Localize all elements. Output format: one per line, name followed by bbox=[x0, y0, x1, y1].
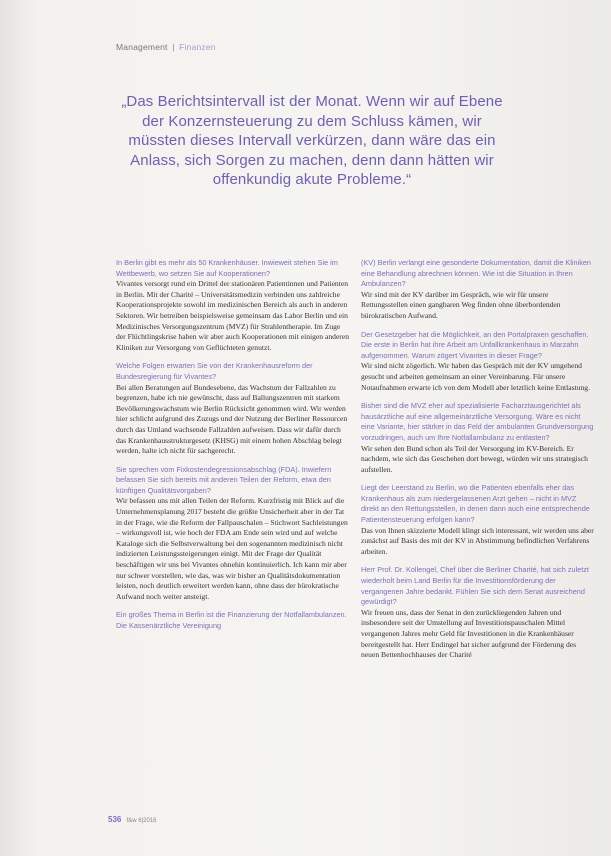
interview-answer: Das von Ihnen skizzierte Modell klingt sich interessant, wir werden uns aber zunächst auf Basis des mit der KV in Abstimmung befindlichen Verfahrens arbeiten. bbox=[361, 525, 594, 556]
interview-block bbox=[361, 330, 594, 394]
subsection-label: Finanzen bbox=[179, 42, 216, 52]
article-column-left bbox=[116, 258, 349, 640]
interview-block bbox=[361, 483, 594, 557]
interview-answer: Wir befassen uns mit allen Teilen der Reform. Kurzfristig mit Blick auf die Unternehmensplanung 2017 besteht die größte Unsicherheit aber in der Tat in der Frage, wie die Reform der Fallpauschalen – Stichwort Sachleistungen – wirkungsvoll ist, wie hoch der FDA am Ende sein wird und auf welche Kataloge sich die Selbstverwaltung bei den sogenannten medizinisch nicht indizierten Leistungssteigerungen einigt. Mit der Frage der Qualität beschäftigen wir uns bei Vivantes ohnehin kontinuierlich. Ich kann mir aber nur schwer vorstellen, wie das, was wir bisher an Qualitätsdokumentation leisten, noch deutlich erweitert werden kann, ohne dass der bürokratische Aufwand noch weiter ansteigt. bbox=[116, 496, 348, 601]
interview-block bbox=[116, 361, 349, 456]
interview-block bbox=[361, 401, 594, 475]
interview-answer: Wir sind mit der KV darüber im Gespräch, wie wir für unsere Rettungsstellen einen gangbaren Weg finden ohne überbordenden bürokratischen Aufwand. bbox=[361, 289, 561, 320]
section-header bbox=[116, 42, 216, 52]
interview-answer: Wir freuen uns, dass der Senat in den zurückliegenden Jahren und insbesondere seit der Umstellung auf Investitionspauschalen Mittel vergangenen Jahres mehr Geld für Investitionen in die Krankenhäuser bereitgestellt hat. Herr Endingel hat sicher aufgrund der Förderung des neuen Bettenhochhauses der Charité bbox=[361, 607, 577, 660]
interview-question: In Berlin gibt es mehr als 50 Krankenhäuser. Inwieweit stehen Sie im Wettbewerb, wo setzen Sie auf Kooperationen? bbox=[116, 258, 338, 278]
interview-answer: Wir sehen den Bund schon als Teil der Versorgung im KV-Bereich. Er nachdem, wie sich das Geschehen dort bewegt, würden wir uns strategisch aufstellen. bbox=[361, 443, 588, 474]
interview-block bbox=[116, 465, 349, 603]
page-footer bbox=[108, 815, 157, 824]
pull-quote: „Das Berichtsintervall ist der Monat. Wenn wir auf Ebene der Konzernsteuerung zu dem Schluss kämen, wir müssten dieses Intervall verkürzen, dann wäre das ein Anlass, sich Sorgen zu machen, denn dann hätten wir offenkundig akute Probleme.“ bbox=[121, 93, 503, 188]
interview-question: Liegt der Leerstand zu Berlin, wo die Patienten ebenfalls eher das Krankenhaus als zum niedergelassenen Arzt gehen – nicht in MVZ direkt an den Rettungsstellen, in denen dann auch eine entsprechende Patientensteuerung erfolgen kann? bbox=[361, 483, 590, 525]
interview-answer: Bei allen Beratungen auf Bundesebene, das Wachstum der Fallzahlen zu begrenzen, habe ich nie gewünscht, dass auf Ballungszentren mit starkem Bevölkerungswachstum wie Berlin Rücksicht genommen wird. Wir werden hier schlicht aufgrund des Zuzugs und der Nutzung der Berliner Ressourcen durch das Umland wachsende Fallzahlen aufweisen. Dass wir dafür durch das Krankenhausstrukturgesetz (KHSG) mit einem hohen Abschlag belegt werden, halte ich nicht für sachgerecht. bbox=[116, 382, 348, 456]
interview-question: Welche Folgen erwarten Sie von der Krankenhausreform der Bundesregierung für Vivantes? bbox=[116, 361, 313, 381]
section-label: Management bbox=[116, 42, 168, 52]
article-column-right bbox=[361, 258, 594, 669]
interview-answer: Wir sind nicht zögerlich. Wir haben das Gespräch mit der KV umgehend gesucht und arbeiten gemeinsam an einer Vereinbarung. Für unsere Notaufnahmen erwarte ich von dem Modell aber letztlich keine Entlastung. bbox=[361, 361, 590, 392]
interview-question: Ein großes Thema in Berlin ist die Finanzierung der Notfallambulanzen. Die Kassenärztliche Vereinigung bbox=[116, 610, 347, 630]
page-number: 536 bbox=[108, 815, 122, 824]
interview-answer: Vivantes versorgt rund ein Drittel der stationären Patientinnen und Patienten in Berlin. Mit der Charité – Universitätsmedizin verbinden uns zahlreiche Kooperationsprojekte sowohl im medizinischen Bereich als auch in anderen Sektoren. Wir betreiben beispielsweise gemeinsam das Labor Berlin und ein Medizinisches Versorgungszentrum (MVZ) für Strahlentherapie. Im Zuge der Flüchtlingskrise haben wir aber auch Kooperationen mit einigen anderen Kliniken zur Versorgung von Geflüchteten genutzt. bbox=[116, 279, 350, 352]
interview-block bbox=[361, 565, 594, 660]
interview-block bbox=[116, 258, 349, 353]
interview-block bbox=[116, 610, 349, 631]
interview-question: Der Gesetzgeber hat die Möglichkeit, an den Portalpraxen geschaffen. Die erste in Berlin hat ihre Arbeit am Unfallkrankenhaus in Marzahn aufgenommen. Warum zögert Vivantes in dieser Frage? bbox=[361, 329, 589, 360]
interview-question: Bisher sind die MVZ eher auf spezialisierte Facharztausgerichtet als hausärztliche auf eine allgemeinärztliche Versorgung. Wäre es nicht eine Variante, hier stärker in das Feld der ambulanten Grundversorgung vorzudringen, auch um Ihre Notfallambulanz zu entlasten? bbox=[361, 401, 594, 442]
interview-question: Herr Prof. Dr. Kollengel, Chef über die Berliner Charité, hat sich zuletzt wiederholt beim Land Berlin für die Investitionsförderung der vergangenen Jahre bedankt. Fühlen Sie sich dem Senat ausreichend gewürdigt? bbox=[361, 565, 589, 607]
interview-question: (KV) Berlin verlangt eine gesonderte Dokumentation, damit die Kliniken eine Behandlung abrechnen können. Wie ist die Situation in Ihren Ambulanzen? bbox=[361, 258, 591, 289]
interview-question: Sie sprechen vom Fixkostendegressionsabschlag (FDA). Inwiefern befassen Sie sich bereits mit anderen Teilen der Reform, etwa den künftigen Qualitätsvorgaben? bbox=[116, 464, 332, 495]
publication-label: f&w 6|2016 bbox=[126, 818, 157, 824]
interview-block bbox=[361, 258, 594, 322]
header-separator: | bbox=[172, 42, 175, 52]
